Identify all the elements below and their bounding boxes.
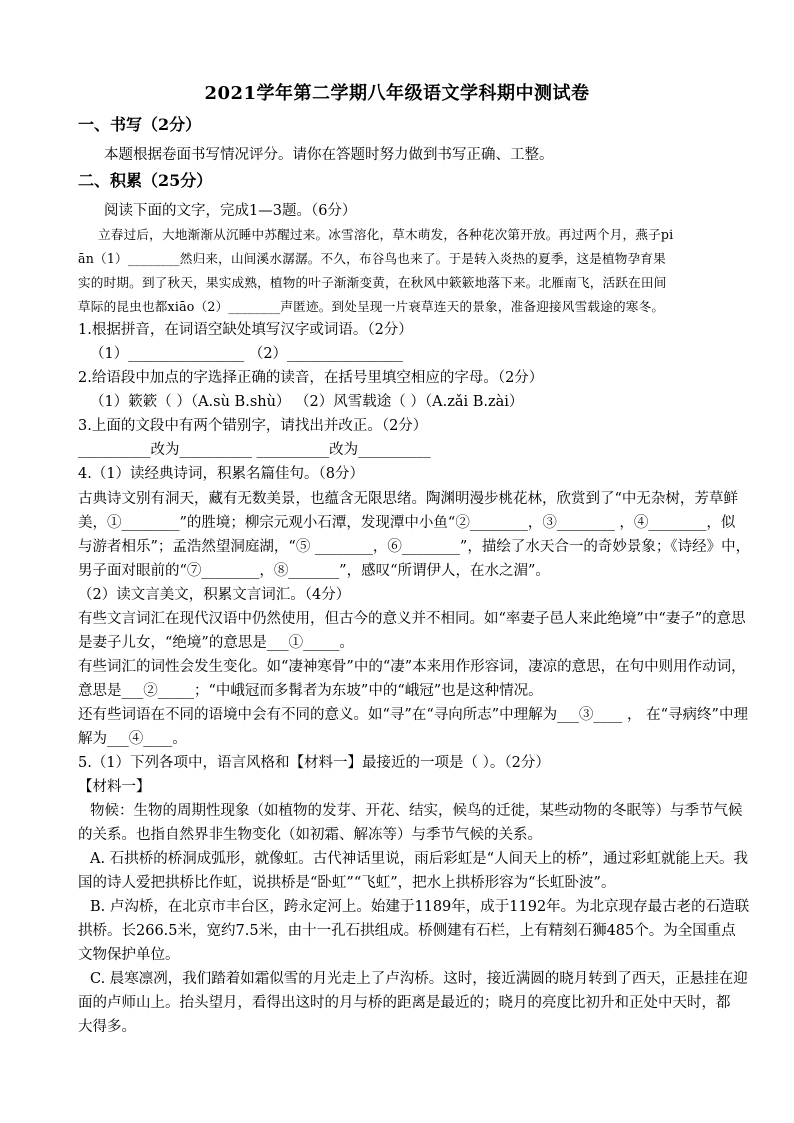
option-a-continued: 国的诗人爱把拱桥比作虹，说拱桥是“卧虹”“飞虹”，把水上拱桥形容为“长虹卧波”。 xyxy=(78,875,616,891)
option-c-continued: 面的卢师山上。抬头望月，看得出这时的月与桥的距离是最近的；晓月的亮度比初升和正处中天时，都 xyxy=(78,995,731,1011)
material-label: 【材料一】 xyxy=(78,779,151,795)
question-5-1: 5.（1）下列各项中，语言风格和【材料一】最接近的一项是（ ）。（2分） xyxy=(78,755,550,771)
paragraph-line: 男子面对眼前的“⑦________，⑧_______”，感叹“所谓伊人，在水之湄”。 xyxy=(78,563,550,579)
answer-options-q2: （1）簌簌（ ）（A.sù B.shù） （2）风雪载途（ ）（A.zǎi B.zài） xyxy=(90,394,524,410)
reading-passage-line: 草际的昆虫也都xiāo（2）________声匿迹。到处呈现一片衰草连天的景象，准备迎接风雪载途的寒冬。 xyxy=(78,299,665,314)
answer-blanks-q1: （1）________________ （2）________________ xyxy=(90,346,404,362)
paragraph-line: 还有些词语在不同的语境中会有不同的意义。如“寻”在“寻向所志”中理解为___③____ ， 在“寻病终”中理 xyxy=(78,707,748,723)
paragraph-line: 阅读下面的文字，完成1—3题。（6分） xyxy=(104,203,357,219)
option-b-continued: 拱桥。长266.5米，宽约7.5米，由十一孔石拱组成。桥侧建有石栏，上有精刻石狮485个。为全国重点 xyxy=(78,923,736,939)
material-line: 的关系。也指自然界非生物变化（如初霜、解冻等）与季节气候的关系。 xyxy=(78,827,542,843)
section-heading-accumulation: 二、积累（25分） xyxy=(78,171,213,190)
reading-passage-line: 实的时期。到了秋天，果实成熟，植物的叶子渐渐变黄，在秋风中簌簌地落下来。北雁南飞，活跃在田间 xyxy=(78,275,667,290)
question-4-2: （2）读文言美文，积累文言词汇。（4分） xyxy=(78,587,351,603)
reading-passage-line: 立春过后，大地渐渐从沉睡中苏醒过来。冰雪溶化，草木萌发，各种花次第开放。再过两个月，燕子pi xyxy=(98,227,674,242)
option-b: B. 卢沟桥，在北京市丰台区，跨永定河上。始建于1189年，成于1192年。为北京现存最古老的石造联 xyxy=(90,899,750,915)
paragraph-line: 古典诗文别有洞天，藏有无数美景，也蕴含无限思绪。陶渊明漫步桃花林，欣赏到了“中无杂树，芳草鲜 xyxy=(78,491,738,507)
page-title: 2021学年第二学期八年级语文学科期中测试卷 xyxy=(204,83,590,104)
question-1: 1.根据拼音，在词语空缺处填写汉字或词语。（2分） xyxy=(78,322,413,338)
question-4-1: 4.（1）读经典诗词，积累名篇佳句。（8分） xyxy=(78,466,365,482)
material-line: 物候：生物的周期性现象（如植物的发芽、开花、结实，候鸟的迁徙，某些动物的冬眠等）与季节气候 xyxy=(90,803,743,819)
paragraph-line: 与游者相乐”；孟浩然望洞庭湖，“⑤ ________，⑥________”，描绘了水天合一的奇妙景象；《诗经》中， xyxy=(78,539,751,555)
option-c-continued: 大得多。 xyxy=(78,1019,136,1035)
paragraph-line: 解为___④____。 xyxy=(78,731,187,747)
section-heading-writing: 一、书写（2分） xyxy=(78,115,202,134)
reading-passage-line: ān（1）________然归来，山间溪水潺潺。不久，布谷鸟也来了。于是转入炎热的夏季，这是植物孕育果 xyxy=(78,251,666,266)
answer-blanks-q3: __________改为__________ __________改为__________ xyxy=(78,442,431,458)
paragraph-line: 本题根据卷面书写情况评分。请你在答题时努力做到书写正确、工整。 xyxy=(104,147,554,163)
option-a: A. 石拱桥的桥洞成弧形，就像虹。古代神话里说，雨后彩虹是“人间天上的桥”，通过彩虹就能上天。我 xyxy=(90,851,749,867)
paragraph-line: 意思是___②_____；“中峨冠而多髯者为东坡”中的“峨冠”也是这种情况。 xyxy=(78,683,543,699)
question-3: 3.上面的文段中有两个错别字，请找出并改正。（2分） xyxy=(78,418,428,434)
paragraph-line: 有些文言词汇在现代汉语中仍然使用，但古今的意义并不相同。如“率妻子邑人来此绝境”中“妻子”的意思 xyxy=(78,611,746,627)
paragraph-line: 美，①________”的胜境；柳宗元观小石潭，发现潭中小鱼“②________，③________ ，④________，似 xyxy=(78,515,736,531)
paragraph-line: 有些词汇的词性会发生变化。如“凄神寒骨”中的“凄”本来用作形容词，凄凉的意思，在句中则用作动词， xyxy=(78,659,746,675)
option-c: C. 晨寒凛冽，我们踏着如霜似雪的月光走上了卢沟桥。这时，接近满圆的晓月转到了西天，正悬挂在迎 xyxy=(90,971,748,987)
option-b-continued: 文物保护单位。 xyxy=(78,947,180,963)
paragraph-line: 是妻子儿女，“绝境”的意思是___①_____。 xyxy=(78,635,354,651)
question-2: 2.给语段中加点的字选择正确的读音，在括号里填空相应的字母。（2分） xyxy=(78,370,544,386)
